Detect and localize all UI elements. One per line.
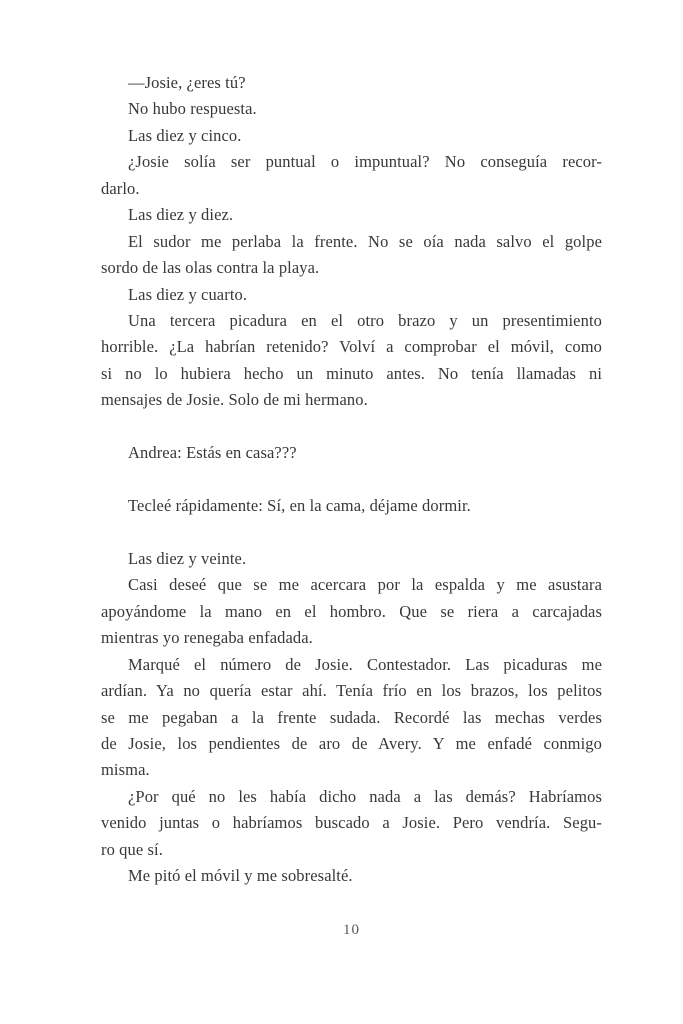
text-line: ardían. Ya no quería estar ahí. Tenía frío en los brazos, los pelitos: [101, 681, 602, 701]
blank-line: [101, 519, 602, 545]
text-line: horrible. ¿La habrían retenido? Volví a comprobar el móvil, como: [101, 337, 602, 357]
text-line: apoyándome la mano en el hombro. Que se riera a carcajadas: [101, 601, 602, 621]
blank-line: [101, 414, 602, 440]
text-line: mensajes de Josie. Solo de mi hermano.: [101, 390, 368, 410]
text-line: Casi deseé que se me acercara por la espalda y me asustara: [128, 575, 602, 595]
text-line: de Josie, los pendientes de aro de Avery. Y me enfadé conmigo: [101, 733, 602, 753]
text-line: Me pitó el móvil y me sobresalté.: [128, 866, 353, 886]
text-line: darlo.: [101, 178, 140, 198]
text-line: Marqué el número de Josie. Contestador. Las picaduras me: [128, 654, 602, 674]
text-line: El sudor me perlaba la frente. No se oía nada salvo el golpe: [128, 231, 602, 251]
text-line: Las diez y cinco.: [128, 125, 242, 145]
text-block: [101, 70, 602, 890]
text-line: ¿Josie solía ser puntual o impuntual? No conseguía recor-: [128, 152, 602, 172]
text-line: Las diez y veinte.: [128, 548, 247, 568]
text-line: No hubo respuesta.: [128, 99, 257, 119]
page-number: 10: [343, 922, 360, 938]
text-line: misma.: [101, 760, 150, 780]
text-line: Andrea: Estás en casa???: [128, 443, 297, 463]
text-line: —Josie, ¿eres tú?: [128, 73, 246, 92]
text-line: si no lo hubiera hecho un minuto antes. No tenía llamadas ni: [101, 363, 602, 383]
text-line: ro que sí.: [101, 839, 163, 859]
text-line: Una tercera picadura en el otro brazo y un presentimiento: [128, 310, 602, 330]
text-line: venido juntas o habríamos buscado a Josie. Pero vendría. Segu-: [101, 813, 602, 833]
text-line: sordo de las olas contra la playa.: [101, 258, 320, 278]
blank-line: [101, 467, 602, 493]
text-line: ¿Por qué no les había dicho nada a las demás? Habríamos: [128, 786, 602, 806]
text-line: mientras yo renegaba enfadada.: [101, 628, 313, 648]
text-line: Las diez y cuarto.: [128, 284, 248, 304]
text-line: se me pegaban a la frente sudada. Recordé las mechas verdes: [101, 707, 602, 727]
text-line: Las diez y diez.: [128, 205, 234, 225]
text-line: Tecleé rápidamente: Sí, en la cama, déjame dormir.: [128, 496, 471, 515]
